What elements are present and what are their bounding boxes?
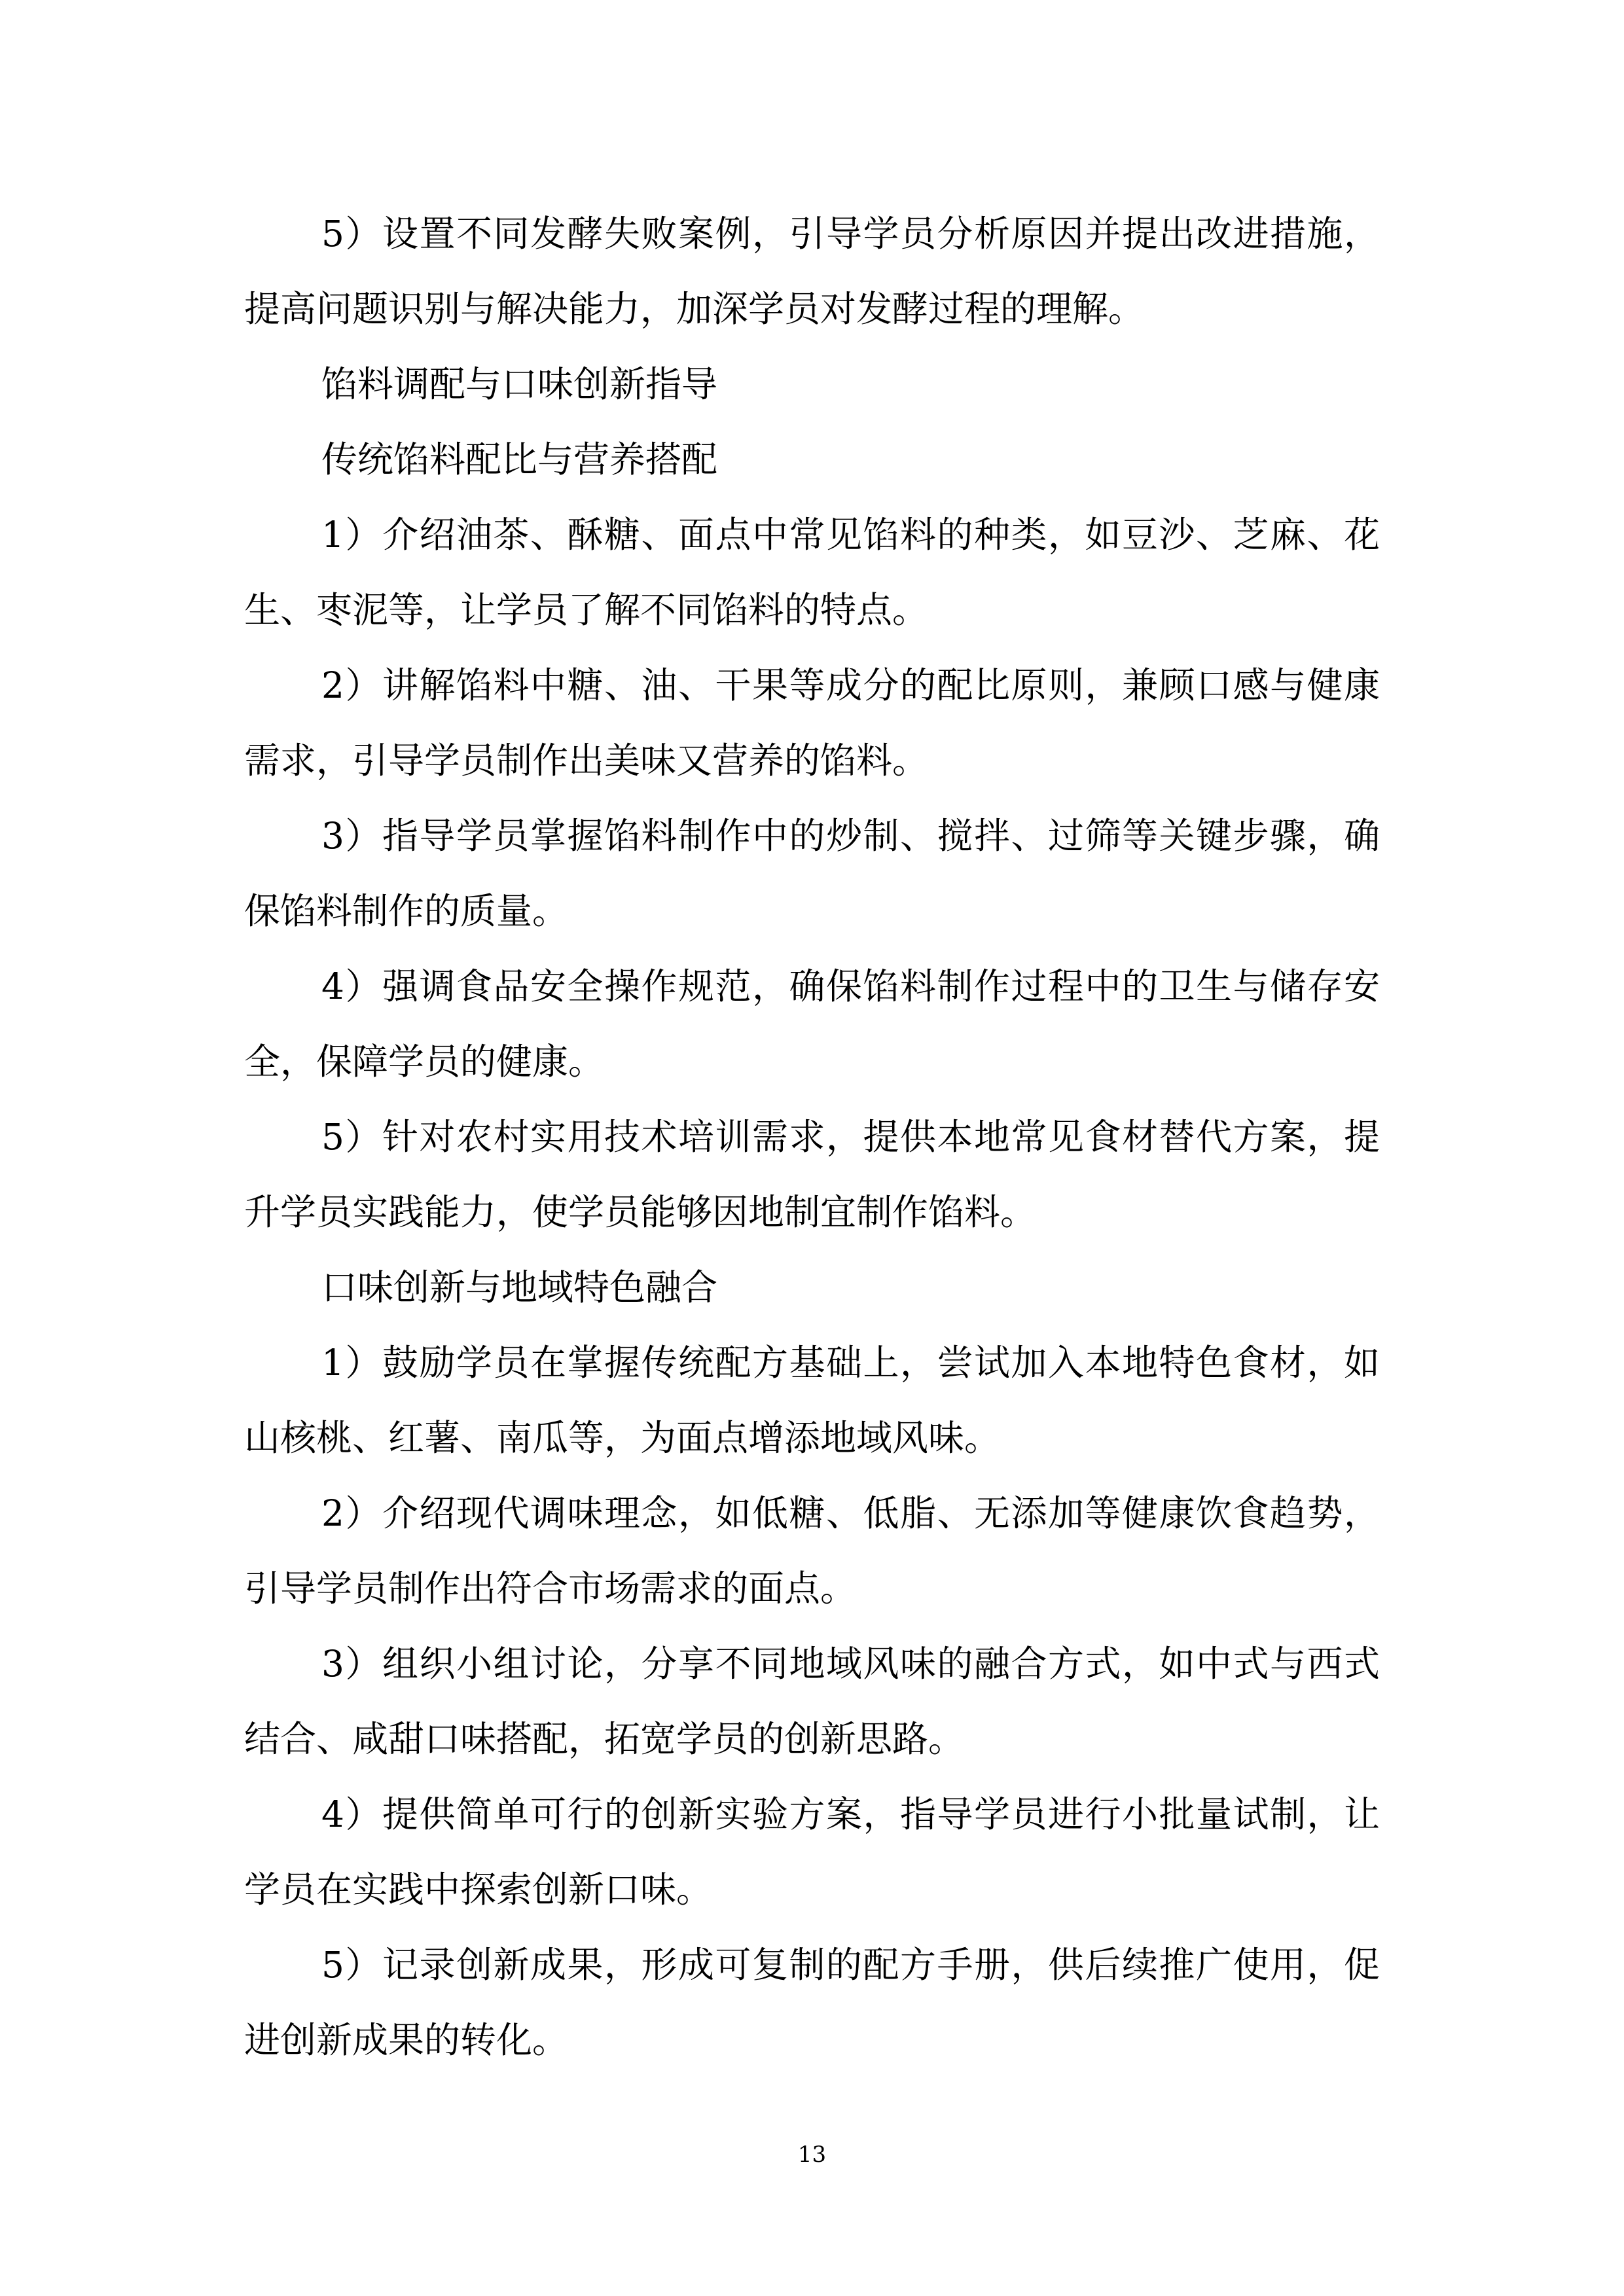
paragraph-filling-item-3: 3）指导学员掌握馅料制作中的炒制、搅拌、过筛等关键步骤，确保馅料制作的质量。 bbox=[244, 815, 1380, 932]
body-text bbox=[244, 196, 1380, 2078]
paragraph-filling-item-1: 1）介绍油茶、酥糖、面点中常见馅料的种类，如豆沙、芝麻、花生、枣泥等，让学员了解不同馅料的特点。 bbox=[244, 514, 1380, 631]
paragraph-filling-item-2: 2）讲解馅料中糖、油、干果等成分的配比原则，兼顾口感与健康需求，引导学员制作出美味又营养的馅料。 bbox=[244, 664, 1380, 781]
paragraph-filling-item-5: 5）针对农村实用技术培训需求，提供本地常见食材替代方案，提升学员实践能力，使学员能够因地制宜制作馅料。 bbox=[244, 1116, 1380, 1233]
subsection-heading-traditional-filling: 传统馅料配比与营养搭配 bbox=[321, 439, 718, 480]
paragraph-innovation-item-5: 5）记录创新成果，形成可复制的配方手册，供后续推广使用，促进创新成果的转化。 bbox=[244, 1944, 1380, 2061]
paragraph-fermentation-item-5: 5）设置不同发酵失败案例，引导学员分析原因并提出改进措施，提高问题识别与解决能力，加深学员对发酵过程的理解。 bbox=[244, 213, 1380, 330]
subsection-heading-flavor-innovation: 口味创新与地域特色融合 bbox=[321, 1266, 718, 1308]
paragraph-innovation-item-3: 3）组织小组讨论，分享不同地域风味的融合方式，如中式与西式结合、咸甜口味搭配，拓宽学员的创新思路。 bbox=[244, 1643, 1380, 1760]
paragraph-innovation-item-2: 2）介绍现代调味理念，如低糖、低脂、无添加等健康饮食趋势，引导学员制作出符合市场需求的面点。 bbox=[244, 1492, 1380, 1609]
paragraph-innovation-item-1: 1）鼓励学员在掌握传统配方基础上，尝试加入本地特色食材，如山核桃、红薯、南瓜等，为面点增添地域风味。 bbox=[244, 1342, 1380, 1459]
paragraph-innovation-item-4: 4）提供简单可行的创新实验方案，指导学员进行小批量试制，让学员在实践中探索创新口味。 bbox=[244, 1793, 1380, 1910]
paragraph-filling-item-4: 4）强调食品安全操作规范，确保馅料制作过程中的卫生与储存安全，保障学员的健康。 bbox=[244, 965, 1380, 1083]
section-heading-filling-and-flavor: 馅料调配与口味创新指导 bbox=[321, 363, 718, 405]
page-number: 13 bbox=[797, 2142, 827, 2168]
